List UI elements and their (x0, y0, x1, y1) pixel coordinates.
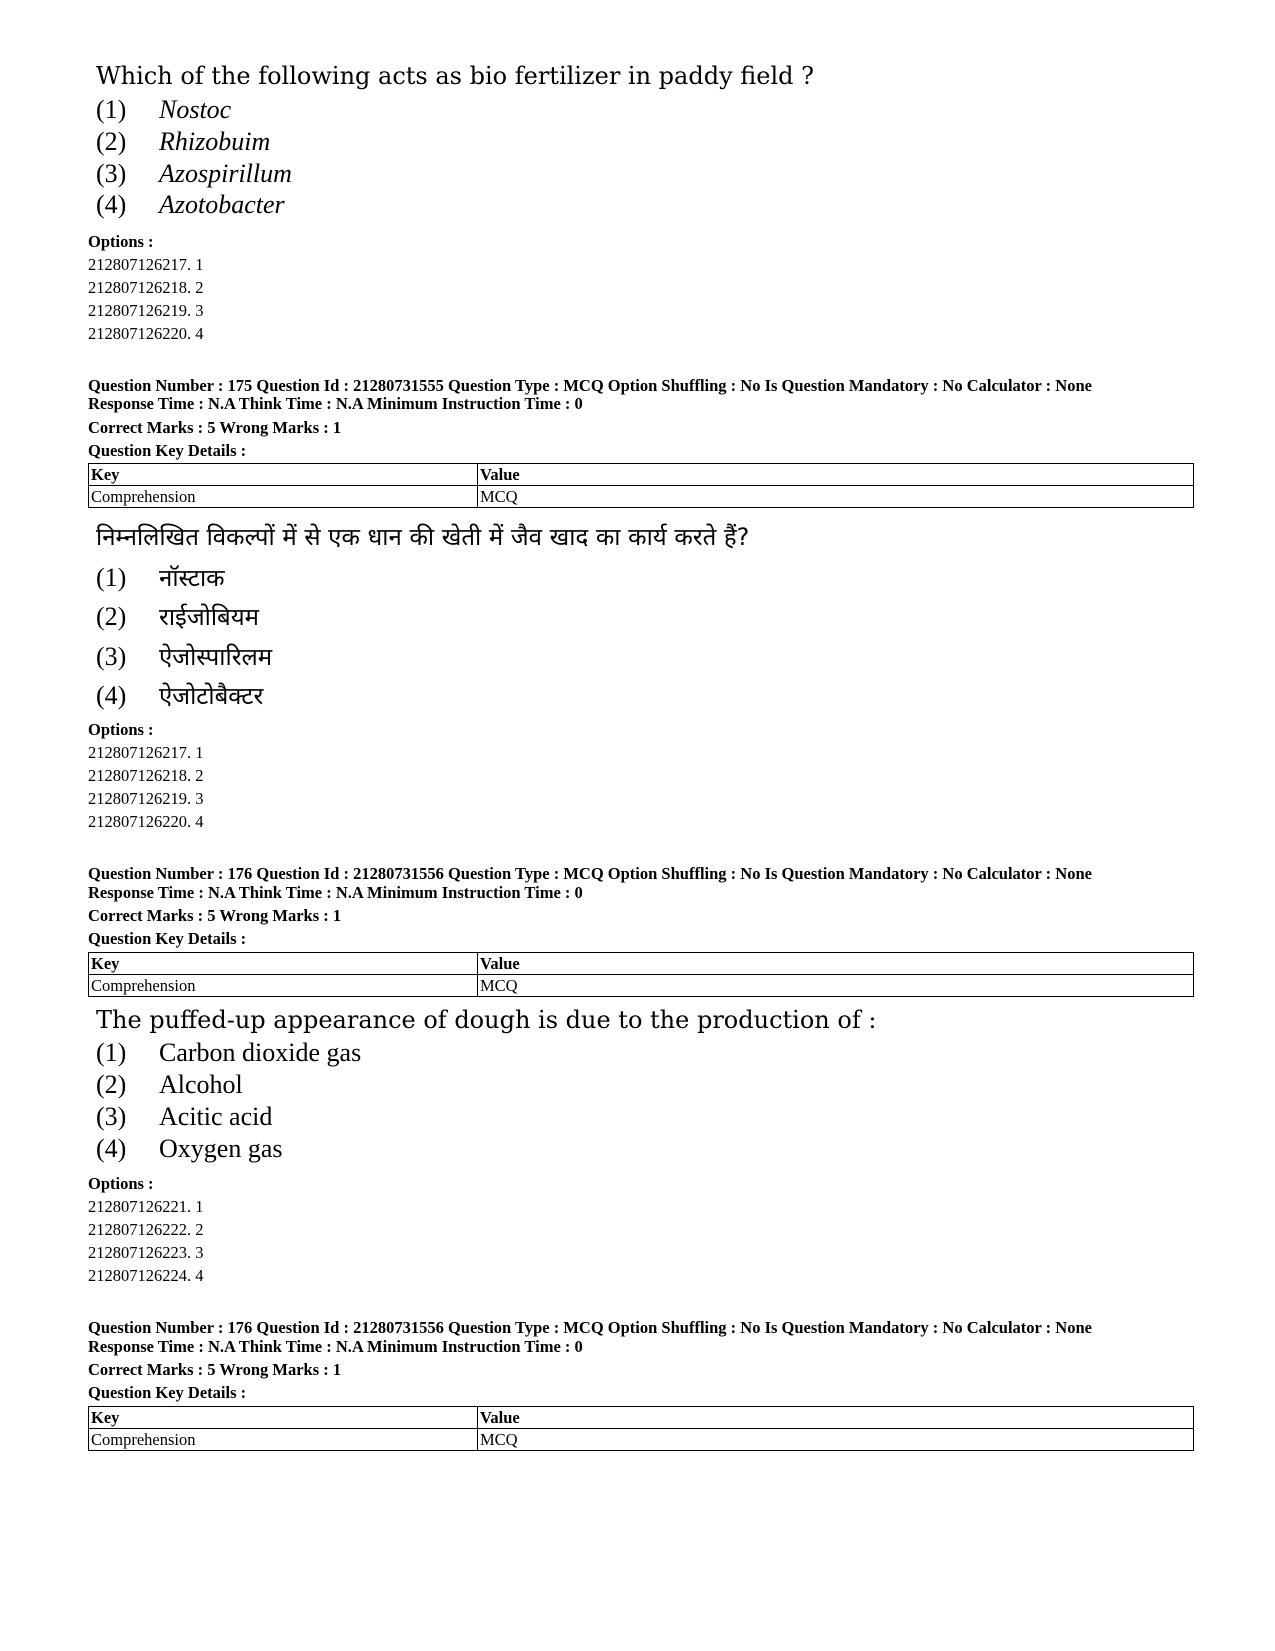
choice-text: ऐजोस्पारिलम (159, 643, 273, 671)
option-id: 212807126224. 4 (88, 1266, 204, 1285)
table-header-key: Key (89, 464, 478, 486)
question-2-title: निम्नलिखित विकल्पों में से एक धान की खेती में जैव खाद का कार्य करते हैं? (96, 523, 750, 551)
question-1-choice-1 (96, 95, 231, 125)
options-label: Options : (88, 232, 154, 251)
option-id: 212807126217. 1 (88, 255, 204, 274)
key-details-label: Question Key Details : (88, 929, 247, 948)
choice-text: राईजोबियम (159, 603, 260, 631)
table-header-key: Key (89, 1407, 478, 1429)
table-header-key: Key (89, 953, 478, 975)
choice-text: Acitic acid (159, 1102, 273, 1131)
table-row (89, 1429, 1194, 1451)
key-details-label: Question Key Details : (88, 1383, 247, 1402)
choice-text: Carbon dioxide gas (159, 1038, 362, 1067)
choice-number: (4) (96, 681, 127, 710)
table-row (89, 975, 1194, 997)
table-header-row (89, 1407, 1194, 1429)
question-meta-line: Question Number : 176 Question Id : 21280731556 Question Type : MCQ Option Shuffling : No Is Question Mandatory : No Calculator : None (88, 864, 1092, 883)
option-id: 212807126220. 4 (88, 324, 204, 343)
choice-number: (3) (96, 159, 127, 188)
table-row (89, 486, 1194, 508)
table-cell-value: MCQ (478, 1429, 1194, 1451)
question-meta-line: Response Time : N.A Think Time : N.A Minimum Instruction Time : 0 (88, 883, 583, 902)
marks-line: Correct Marks : 5 Wrong Marks : 1 (88, 906, 342, 925)
table-header-value: Value (478, 953, 1194, 975)
option-id: 212807126218. 2 (88, 766, 204, 785)
question-1-choice-2 (96, 127, 270, 157)
choice-number: (1) (96, 563, 127, 592)
question-meta-line: Response Time : N.A Think Time : N.A Minimum Instruction Time : 0 (88, 1337, 583, 1356)
option-id: 212807126218. 2 (88, 278, 204, 297)
table-cell-value: MCQ (478, 975, 1194, 997)
table-header-row (89, 464, 1194, 486)
question-1-choice-4 (96, 190, 285, 220)
key-details-label: Question Key Details : (88, 441, 247, 460)
question-3-choice-1 (96, 1038, 361, 1068)
options-label: Options : (88, 1174, 154, 1193)
table-cell-key: Comprehension (89, 486, 478, 508)
choice-text: Azotobacter (159, 190, 285, 219)
option-id: 212807126222. 2 (88, 1220, 204, 1239)
choice-number: (2) (96, 1070, 127, 1099)
question-3-choice-2 (96, 1070, 243, 1100)
choice-number: (4) (96, 1134, 127, 1163)
choice-number: (1) (96, 1038, 127, 1067)
question-3-title: The puffed-up appearance of dough is due to the production of : (96, 1006, 877, 1034)
table-cell-value: MCQ (478, 486, 1194, 508)
table-cell-key: Comprehension (89, 975, 478, 997)
table-header-row (89, 953, 1194, 975)
choice-text: ऐजोटोबैक्टर (159, 682, 264, 710)
key-value-table (88, 463, 1194, 508)
option-id: 212807126220. 4 (88, 812, 204, 831)
question-1-choice-3 (96, 159, 292, 189)
option-id: 212807126217. 1 (88, 743, 204, 762)
choice-number: (2) (96, 127, 127, 156)
question-meta-line: Question Number : 176 Question Id : 21280731556 Question Type : MCQ Option Shuffling : No Is Question Mandatory : No Calculator : None (88, 1318, 1092, 1337)
option-id: 212807126219. 3 (88, 789, 204, 808)
choice-text: Azospirillum (159, 159, 292, 188)
choice-number: (2) (96, 602, 127, 631)
question-2-choice-2 (96, 600, 259, 633)
table-header-value: Value (478, 464, 1194, 486)
question-2-choice-4 (96, 679, 263, 712)
question-meta-line: Response Time : N.A Think Time : N.A Minimum Instruction Time : 0 (88, 394, 583, 413)
marks-line: Correct Marks : 5 Wrong Marks : 1 (88, 1360, 342, 1379)
question-3-choice-4 (96, 1134, 282, 1164)
choice-number: (3) (96, 1102, 127, 1131)
key-value-table (88, 1406, 1194, 1451)
choice-text: नॉस्टाक (159, 564, 225, 592)
question-2-choice-3 (96, 640, 272, 673)
choice-text: Nostoc (159, 95, 232, 124)
choice-number: (1) (96, 95, 127, 124)
option-id: 212807126221. 1 (88, 1197, 204, 1216)
choice-text: Oxygen gas (159, 1134, 283, 1163)
question-meta-line: Question Number : 175 Question Id : 21280731555 Question Type : MCQ Option Shuffling : No Is Question Mandatory : No Calculator : None (88, 376, 1092, 395)
choice-number: (4) (96, 190, 127, 219)
marks-line: Correct Marks : 5 Wrong Marks : 1 (88, 418, 342, 437)
question-3-choice-3 (96, 1102, 272, 1132)
choice-number: (3) (96, 642, 127, 671)
choice-text: Alcohol (159, 1070, 243, 1099)
option-id: 212807126219. 3 (88, 301, 204, 320)
key-value-table (88, 952, 1194, 997)
table-cell-key: Comprehension (89, 1429, 478, 1451)
option-id: 212807126223. 3 (88, 1243, 204, 1262)
table-header-value: Value (478, 1407, 1194, 1429)
question-2-choice-1 (96, 561, 225, 594)
question-1-title: Which of the following acts as bio fertilizer in paddy field ? (96, 62, 815, 90)
choice-text: Rhizobuim (159, 127, 271, 156)
options-label: Options : (88, 720, 154, 739)
